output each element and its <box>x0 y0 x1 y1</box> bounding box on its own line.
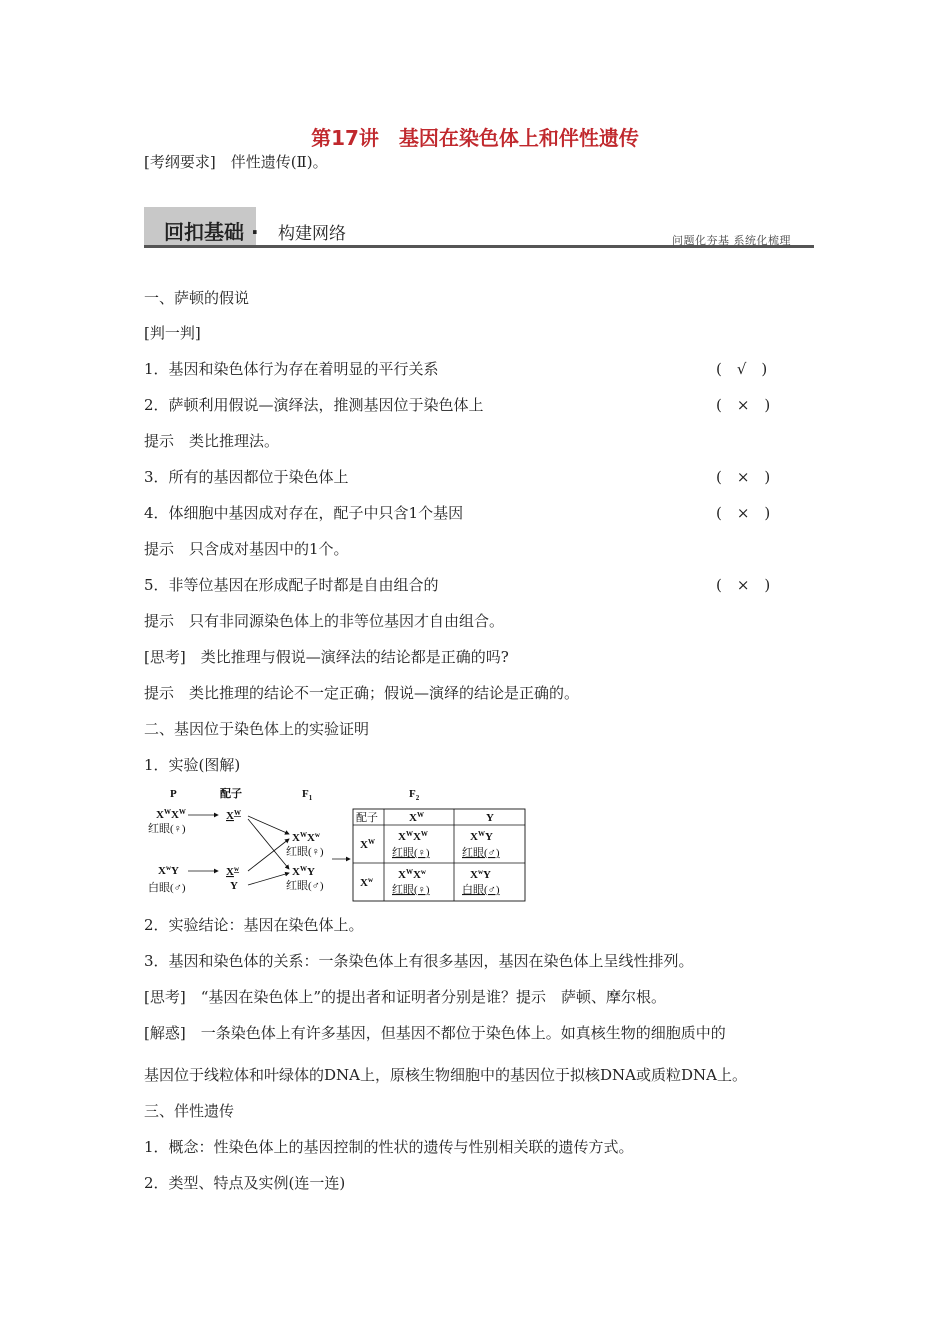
f1-male-phenotype: 红眼(♂) <box>286 880 324 892</box>
concept-line: 1．概念：性染色体上的基因控制的性状的遗传与性别相关联的遗传方式。 <box>144 1138 634 1156</box>
hint-5: 提示 只有非同源染色体上的非等位基因才自由组合。 <box>144 612 505 630</box>
question-4: 4．体细胞中基因成对存在，配子中只含1个基因 <box>144 504 464 522</box>
hint-4: 提示 只含成对基因中的1个。 <box>144 540 349 558</box>
hint-2: 提示 类比推理法。 <box>144 432 280 450</box>
experiment-heading: 1．实验(图解) <box>144 756 241 774</box>
answer-3: ( × ) <box>716 468 771 486</box>
banner-subtitle: 构建网络 <box>278 224 346 244</box>
think-hint-1: 提示 类比推理的结论不一定正确；假说—演绎的结论是正确的。 <box>144 684 580 702</box>
table-header-gamete: 配子 <box>356 812 378 824</box>
answer-5: ( × ) <box>716 576 771 594</box>
section-heading-3: 三、伴性遗传 <box>144 1102 235 1120</box>
female-genotype: $X^WX^W$ <box>156 808 186 821</box>
think-question-2: [思考] “基因在染色体上”的提出者和证明者分别是谁？提示 萨顿、摩尔根。 <box>144 988 667 1006</box>
page-title: 第17讲 基因在染色体上和伴性遗传 <box>311 126 639 150</box>
jiehuo-line-2: 基因位于线粒体和叶绿体的DNA上，原核生物细胞中的基因位于拟核DNA或质粒DNA上。 <box>144 1066 747 1084</box>
cell-21-phenotype: 红眼(♀) <box>392 884 430 896</box>
answer-2: ( × ) <box>716 396 771 414</box>
table-col-y: Y <box>486 812 494 824</box>
gamete-female: $X^W$ <box>226 809 241 822</box>
banner-title: 回扣基础 · <box>164 220 259 244</box>
cell-12-phenotype: 红眼(♂) <box>462 847 500 859</box>
label-f1: $F_1$ <box>302 788 313 802</box>
section-heading-1: 一、萨顿的假说 <box>144 289 250 307</box>
cross-diagram <box>144 785 534 905</box>
cell-22-genotype: $X^wY$ <box>470 868 491 881</box>
gamete-male-x: $X^w$ <box>226 865 240 878</box>
label-p: P <box>170 788 177 800</box>
table-row-xlow: $X^w$ <box>360 876 374 889</box>
label-gamete: 配子 <box>220 788 242 800</box>
types-line: 2．类型、特点及实例(连一连) <box>144 1174 346 1192</box>
question-1: 1．基因和染色体行为存在着明显的平行关系 <box>144 360 439 378</box>
syllabus-requirement: [考纲要求] 伴性遗传(Ⅱ)。 <box>144 153 328 171</box>
gene-chromosome-relation: 3．基因和染色体的关系：一条染色体上有很多基因，基因在染色体上呈线性排列。 <box>144 952 694 970</box>
cell-12-genotype: $X^WY$ <box>470 830 493 843</box>
question-3: 3．所有的基因都位于染色体上 <box>144 468 349 486</box>
judge-label: [判一判] <box>144 324 201 342</box>
cross-line-1 <box>248 816 289 834</box>
f1-male-genotype: $X^WY$ <box>292 865 315 878</box>
cell-11-genotype: $X^WX^W$ <box>398 830 428 843</box>
question-5: 5．非等位基因在形成配子时都是自由组合的 <box>144 576 439 594</box>
answer-4: ( × ) <box>716 504 771 522</box>
f1-female-genotype: $X^WX^w$ <box>292 831 320 844</box>
gamete-male-y: Y <box>230 880 238 892</box>
female-phenotype: 红眼(♀) <box>148 823 186 835</box>
question-2: 2．萨顿利用假说—演绎法，推测基因位于染色体上 <box>144 396 484 414</box>
table-row-xw: $X^W$ <box>360 838 375 851</box>
jiehuo-line-1: [解惑] 一条染色体上有许多基因，但基因不都位于染色体上。如真核生物的细胞质中的 <box>144 1024 726 1042</box>
male-genotype: $X^wY$ <box>158 864 179 877</box>
cell-21-genotype: $X^WX^w$ <box>398 868 426 881</box>
male-phenotype: 白眼(♂) <box>148 882 186 894</box>
experiment-conclusion: 2．实验结论：基因在染色体上。 <box>144 916 364 934</box>
table-col-xw: $X^W$ <box>409 811 424 824</box>
label-f2: $F_2$ <box>409 788 420 802</box>
answer-1: ( √ ) <box>716 360 768 378</box>
cross-line-4 <box>248 873 289 885</box>
cell-22-phenotype: 白眼(♂) <box>462 884 500 896</box>
section-heading-2: 二、基因位于染色体上的实验证明 <box>144 720 370 738</box>
think-question-1: [思考] 类比推理与假说—演绎法的结论都是正确的吗? <box>144 648 509 666</box>
cell-11-phenotype: 红眼(♀) <box>392 847 430 859</box>
banner-tagline: 问题化夯基 系统化梳理 <box>672 234 791 247</box>
f1-female-phenotype: 红眼(♀) <box>286 846 324 858</box>
